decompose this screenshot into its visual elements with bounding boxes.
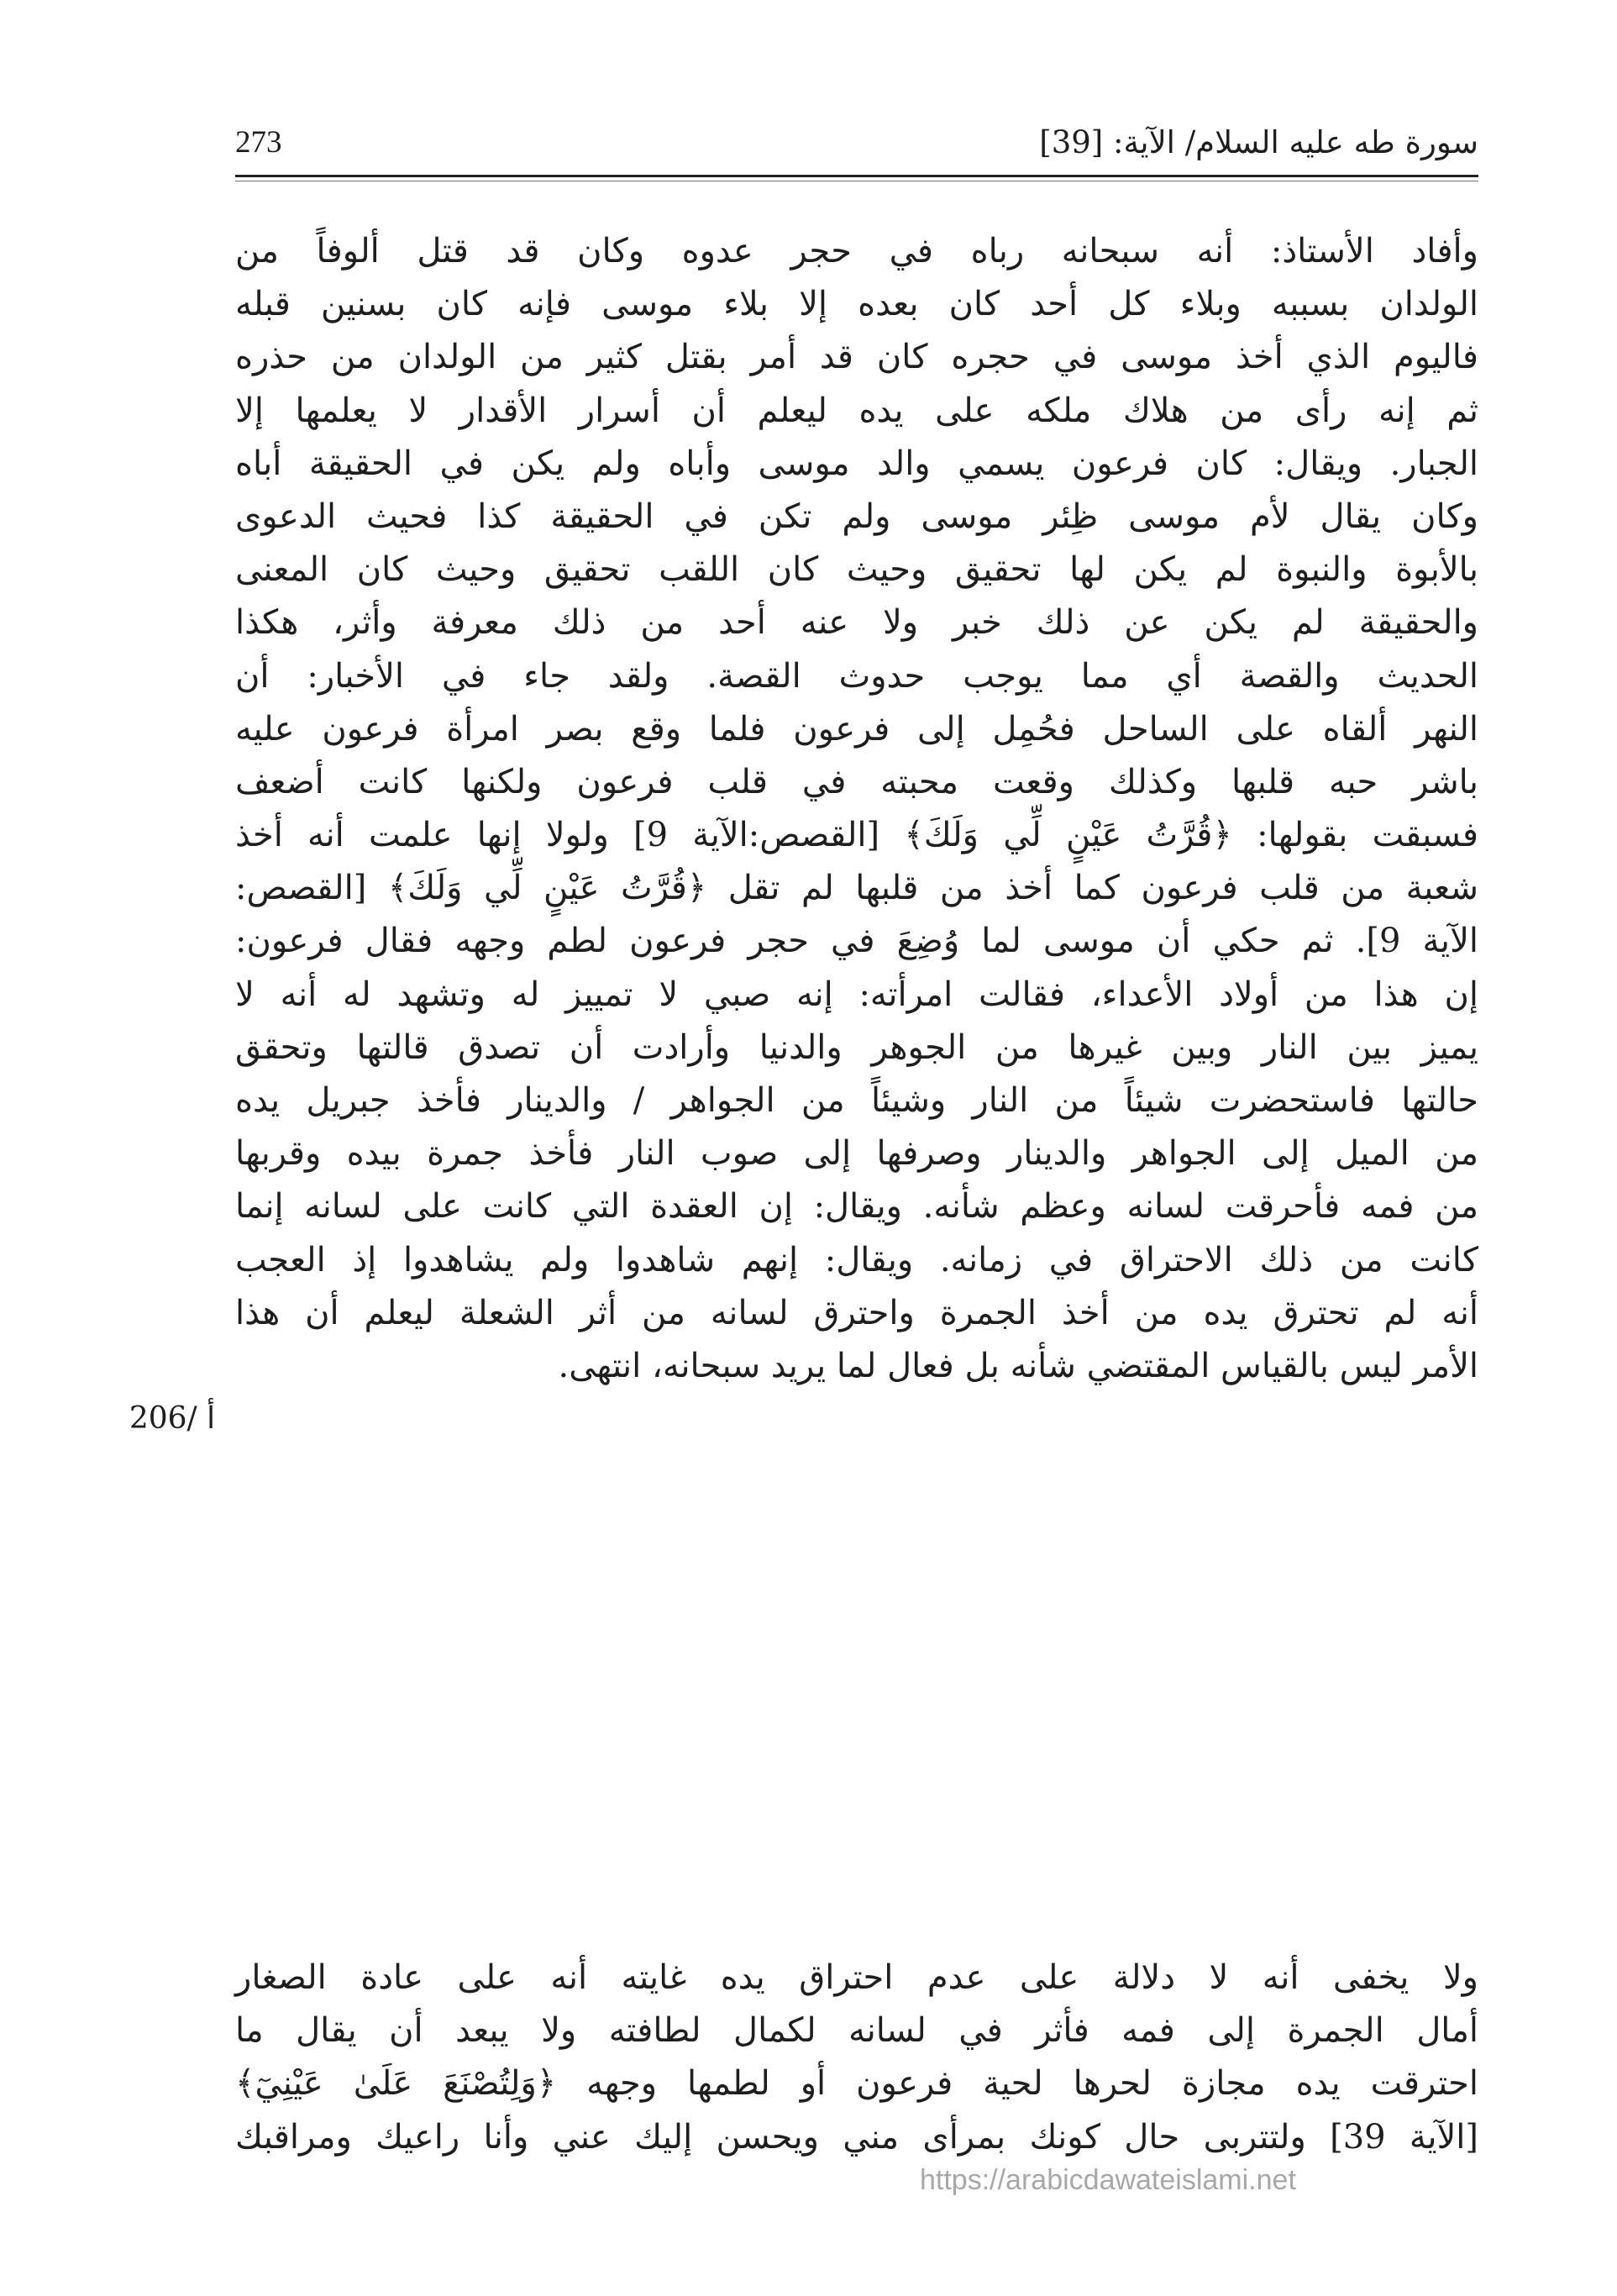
margin-folio-note: 206/ أ [129,1401,216,1436]
text-line: ثم إنه رأى من هلاك ملكه على يده ليعلم أن أسرار الأقدار لا يعلمها إلا [235,391,1478,430]
paragraph-1 [235,225,1478,1393]
text-line: والحقيقة لم يكن عن ذلك خبر ولا عنه أحد من ذلك معرفة وأثر، هكذا [235,603,1478,643]
text-line: الولدان بسببه وبلاء كل أحد كان بعده إلا بلاء موسى فإنه كان بسنين قبله [235,285,1478,324]
text-line: الآية 9]. ثم حكي أن موسى لما وُضِعَ في حجر فرعون لطم وجهه فقال فرعون: [235,922,1478,961]
text-line: بالأبوة والنبوة لم يكن لها تحقيق وحيث كان اللقب تحقيق وحيث كان المعنى [235,550,1478,590]
text-line: فاليوم الذي أخذ موسى في حجره كان قد أمر بقتل كثير من الولدان من حذره [235,338,1478,377]
text-line: شعبة من قلب فرعون كما أخذ من قلبها لم تقل ﴿قُرَّتُ عَيْنٍ لِّي وَلَكَ﴾ [القصص: [235,869,1478,908]
text-line: باشر حبه قلبها وكذلك وقعت محبته في قلب فرعون ولكنها كانت أضعف [235,762,1478,801]
text-line: الأمر ليس بالقياس المقتضي شأنه بل فعال لما يريد سبحانه، انتهى. [558,1346,1478,1385]
text-line: وأفاد الأستاذ: أنه سبحانه رباه في حجر عدوه وكان قد قتل ألوفاً من [235,232,1478,271]
text-line: الحديث والقصة أي مما يوجب حدوث القصة. ولقد جاء في الأخبار: أن [235,656,1478,696]
running-head: سورة طه عليه السلام/ الآية: [39] [1039,124,1478,160]
watermark-url: https://arabicdawateislami.net [920,2164,1296,2196]
text-line: حالتها فاستحضرت شيئاً من النار وشيئاً من الجواهر / والدينار فأخذ جبريل يده [235,1081,1478,1120]
text-line: يميز بين النار وبين غيرها من الجوهر والدنيا وأرادت أن تصدق قالتها وتحقق [235,1027,1478,1067]
page-header [235,118,1478,168]
text-line: كانت من ذلك الاحتراق في زمانه. ويقال: إنهم شاهدوا ولم يشاهدوا إذ العجب [235,1240,1478,1279]
text-line: الجبار. ويقال: كان فرعون يسمي والد موسى وأباه ولم يكن في الحقيقة أباه [235,444,1478,483]
text-line: من الميل إلى الجواهر والدينار وصرفها إلى صوب النار فأخذ جمرة بيده وقربها [235,1134,1478,1174]
text-line: أمال الجمرة إلى فمه فأثر في لسانه لكمال لطافته ولا يبعد أن يقال ما [235,2011,1478,2051]
header-rule [235,175,1478,177]
text-line: [الآية 39] ولتتربى حال كونك بمرأى مني ويحسن إليك عني وأنا راعيك ومراقبك [235,2117,1479,2157]
text-line: أنه لم تحترق يده من أخذ الجمرة واحترق لسانه من أثر الشعلة ليعلم أن هذا [235,1293,1478,1332]
text-line: من فمه فأحرقت لسانه وعظم شأنه. ويقال: إن العقدة التي كانت على لسانه إنما [235,1187,1478,1227]
text-line: وكان يقال لأم موسى ظِئر موسى ولم تكن في الحقيقة كذا فحيث الدعوى [235,497,1478,536]
text-line: النهر ألقاه على الساحل فحُمِل إلى فرعون فلما وقع بصر امرأة فرعون عليه [235,709,1478,749]
paragraph-2 [235,1952,1478,2164]
text-line: احترقت يده مجازة لحرها لحية فرعون أو لطمها وجهه ﴿وَلِتُصْنَعَ عَلَىٰ عَيْنِيٓ﴾ [235,2064,1478,2104]
text-line: فسبقت بقولها: ﴿قُرَّتُ عَيْنٍ لِّي وَلَكَ﴾ [القصص:الآية 9] ولولا إنها علمت أنه أخذ [235,816,1478,855]
text-line: إن هذا من أولاد الأعداء، فقالت امرأته: إنه صبي لا تمييز له وتشهد له أنه لا [235,975,1478,1014]
text-line: ولا يخفى أنه لا دلالة على عدم احتراق يده غايته أنه على عادة الصغار [235,1958,1478,1997]
page-number: 273 [235,125,282,160]
